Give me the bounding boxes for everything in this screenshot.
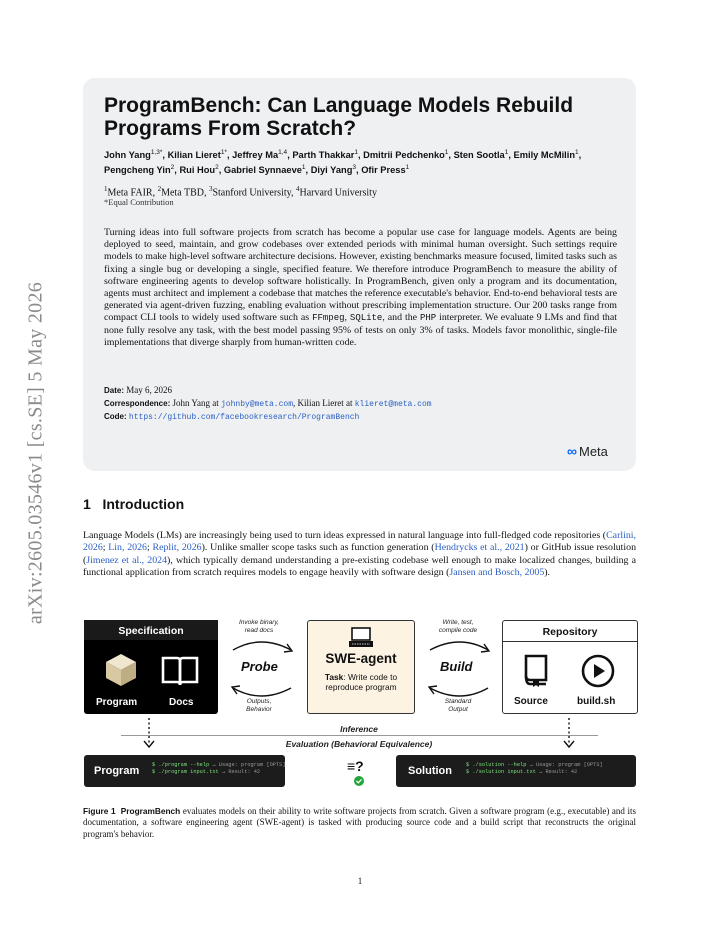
check-icon (354, 776, 364, 786)
solution-terminal (396, 755, 636, 787)
inference-label: Inference (340, 724, 378, 734)
build-sh-label: build.sh (577, 696, 616, 707)
probe-top-note: Invoke binary, read docs (239, 619, 279, 634)
program-label: Program (96, 697, 138, 708)
citation[interactable]: Carlini, 2026 (83, 530, 636, 554)
meta-infinity-icon: ∞ (567, 443, 577, 459)
program-terminal-title: Program (94, 765, 140, 777)
repository-title: Repository (503, 621, 637, 642)
docs-label: Docs (169, 697, 194, 708)
evaluation-label: Evaluation (Behavioral Equivalence) (285, 739, 433, 749)
author-name: Emily McMilin$^1$ (513, 149, 579, 161)
specification-box (84, 620, 218, 714)
program-terminal-output: $ ./program --help → Usage: program [OPTS] $ ./program input.txt → Result: 42 (152, 762, 286, 775)
author-list: John Yang$^{1,3*}$, Kilian Lieret$^{1*}$, Jeffrey Ma$^{1,4}$, Parth Thakkar$^1$, Dmitrii Pedchenko$^1$, Sten Sootla$^1$, Emily McMilin$^1$, Pengcheng Yin$^2$, Rui Hou$^2$, Gabriel Synnaeve$^1$, Diyi Yang$^3$, Ofir Press$^1$ (104, 149, 582, 175)
author-name: Jeffrey Ma$^{1,4}$ (232, 149, 288, 161)
cube-icon (103, 652, 139, 688)
github-link[interactable]: https://github.com/facebookresearch/ProgramBench (128, 413, 360, 422)
specification-title: Specification (84, 620, 218, 640)
solution-terminal-output: $ ./solution --help → Usage: program [OPTS] $ ./solution input.txt → Result: 42 (466, 762, 603, 775)
equal-contribution-note: *Equal Contribution (104, 197, 174, 207)
play-icon (581, 654, 615, 688)
figure-1 (83, 618, 636, 798)
author-name: Gabriel Synnaeve$^1$ (223, 163, 306, 175)
dotted-arrow-left (142, 717, 156, 751)
author-name: Kilian Lieret$^{1*}$ (167, 149, 227, 161)
citation[interactable]: Lin, 2026 (108, 542, 147, 554)
build-label: Build (440, 659, 473, 674)
arxiv-watermark: arXiv:2605.03546v1 [cs.SE] 5 May 2026 (24, 281, 47, 625)
program-terminal (84, 755, 285, 787)
author-name: Parth Thakkar$^1$ (292, 149, 358, 161)
repository-box (502, 620, 638, 714)
swe-agent-box (307, 620, 415, 714)
intro-paragraph: Language Models (LMs) are increasingly being used to turn ideas expressed in natural language into full-fledged code repositories (Carlini, 2026; Lin, 2026; Replit, 2026). Unlike smaller scope tasks such as function generation (Hendrycks et al., 2021) or GitHub issue resolution (Jimenez et al., 2024), which typically demand understanding a pre-existing codebase well enough to make localized changes, building a functional application from scratch requires models to engage heavily with software design (Jansen and Bosch, 2005). (83, 530, 637, 578)
computer-icon (348, 627, 374, 649)
equivalence-symbol: ≡? (347, 758, 364, 774)
affiliation: Stanford University (212, 187, 291, 199)
citation[interactable]: Hendrycks et al., 2021 (434, 542, 525, 554)
abstract: Turning ideas into full software projects from scratch has become a popular use case for language models. Agents are being deployed to seed, maintain, and grow codebases over extended periods with minimal human oversight. Such settings require models to make high-level software architecture decisions. However, existing benchmarks measure focused, limited tasks such as fixing a single bug or developing a single, specified feature. We therefore introduce ProgramBench to measure the ability of software engineering agents to develop software holistically. In ProgramBench, given only a program and its documentation, agents must architect and implement a codebase that matches the reference executable's behavior. End-to-end behavioral tests are generated via agent-driven fuzzing, enabling evaluation without prescribing implementation structure. Our 200 tasks range from compact CLI tools to widely used software such as FFmpeg, SQLite, and the PHP interpreter. We evaluate 9 LMs and find that none fully resolve any task, with the best model passing 95% of tests on only 3% of tasks. Models favor monolithic, single-file implementations that diverge sharply from human-written code. (104, 227, 617, 348)
source-label: Source (514, 696, 548, 707)
email-link-1[interactable]: johnby@meta.com (221, 400, 294, 409)
page-number: 1 (357, 876, 363, 886)
citation[interactable]: Jimenez et al., 2024 (86, 554, 168, 566)
date-line: Date: May 6, 2026 (104, 385, 173, 395)
citation[interactable]: Replit, 2026 (152, 542, 202, 554)
author-name: Rui Hou$^2$ (179, 163, 219, 175)
book-icon (160, 654, 200, 688)
inference-divider (121, 735, 598, 736)
probe-label: Probe (241, 659, 278, 674)
email-link-2[interactable]: klieret@meta.com (354, 400, 432, 409)
build-bottom-note: Standard Output (444, 698, 472, 713)
source-icon (522, 654, 550, 688)
author-name: Diyi Yang$^3$ (310, 163, 357, 175)
author-name: Pengcheng Yin$^2$ (104, 163, 175, 175)
author-name: Dmitrii Pedchenko$^1$ (363, 149, 449, 161)
probe-bottom-note: Outputs, Behavior (246, 698, 272, 713)
correspondence-line: Correspondence: John Yang at johnby@meta.com, Kilian Lieret at klieret@meta.com (104, 398, 432, 409)
author-name: Sten Sootla$^1$ (453, 149, 509, 161)
affiliation: Harvard University (299, 187, 377, 199)
affiliations: $^1$Meta FAIR, $^2$Meta TBD, $^3$Stanford University, $^4$Harvard University (104, 185, 377, 199)
author-name: John Yang$^{1,3*}$ (104, 149, 163, 161)
task-text: Task: Write code to reproduce program (324, 672, 398, 692)
swe-agent-label: SWE-agent (325, 651, 397, 666)
section-heading: 1 Introduction (83, 496, 185, 512)
figure-caption: Figure 1 ProgramBench evaluates models on their ability to write software projects from scratch. Given a software program (e.g., executable) and its documentation, a software engineering agent (SWE-agent) is tasked with producing source code and a build script that reconstructs the original program's behavior. (83, 806, 637, 839)
paper-title: ProgramBench: Can Language Models Rebuild Programs From Scratch? (104, 94, 574, 140)
meta-logo: ∞ Meta (567, 443, 608, 459)
citation[interactable]: Jansen and Bosch, 2005 (449, 566, 545, 578)
author-name: Ofir Press$^1$ (361, 163, 410, 175)
affiliation: Meta TBD (161, 187, 204, 199)
dotted-arrow-right (562, 717, 576, 751)
solution-terminal-title: Solution (408, 765, 452, 777)
build-top-note: Write, test, compile code (438, 619, 478, 634)
affiliation: Meta FAIR (107, 187, 153, 199)
code-line: Code: https://github.com/facebookresearch/ProgramBench (104, 412, 360, 422)
